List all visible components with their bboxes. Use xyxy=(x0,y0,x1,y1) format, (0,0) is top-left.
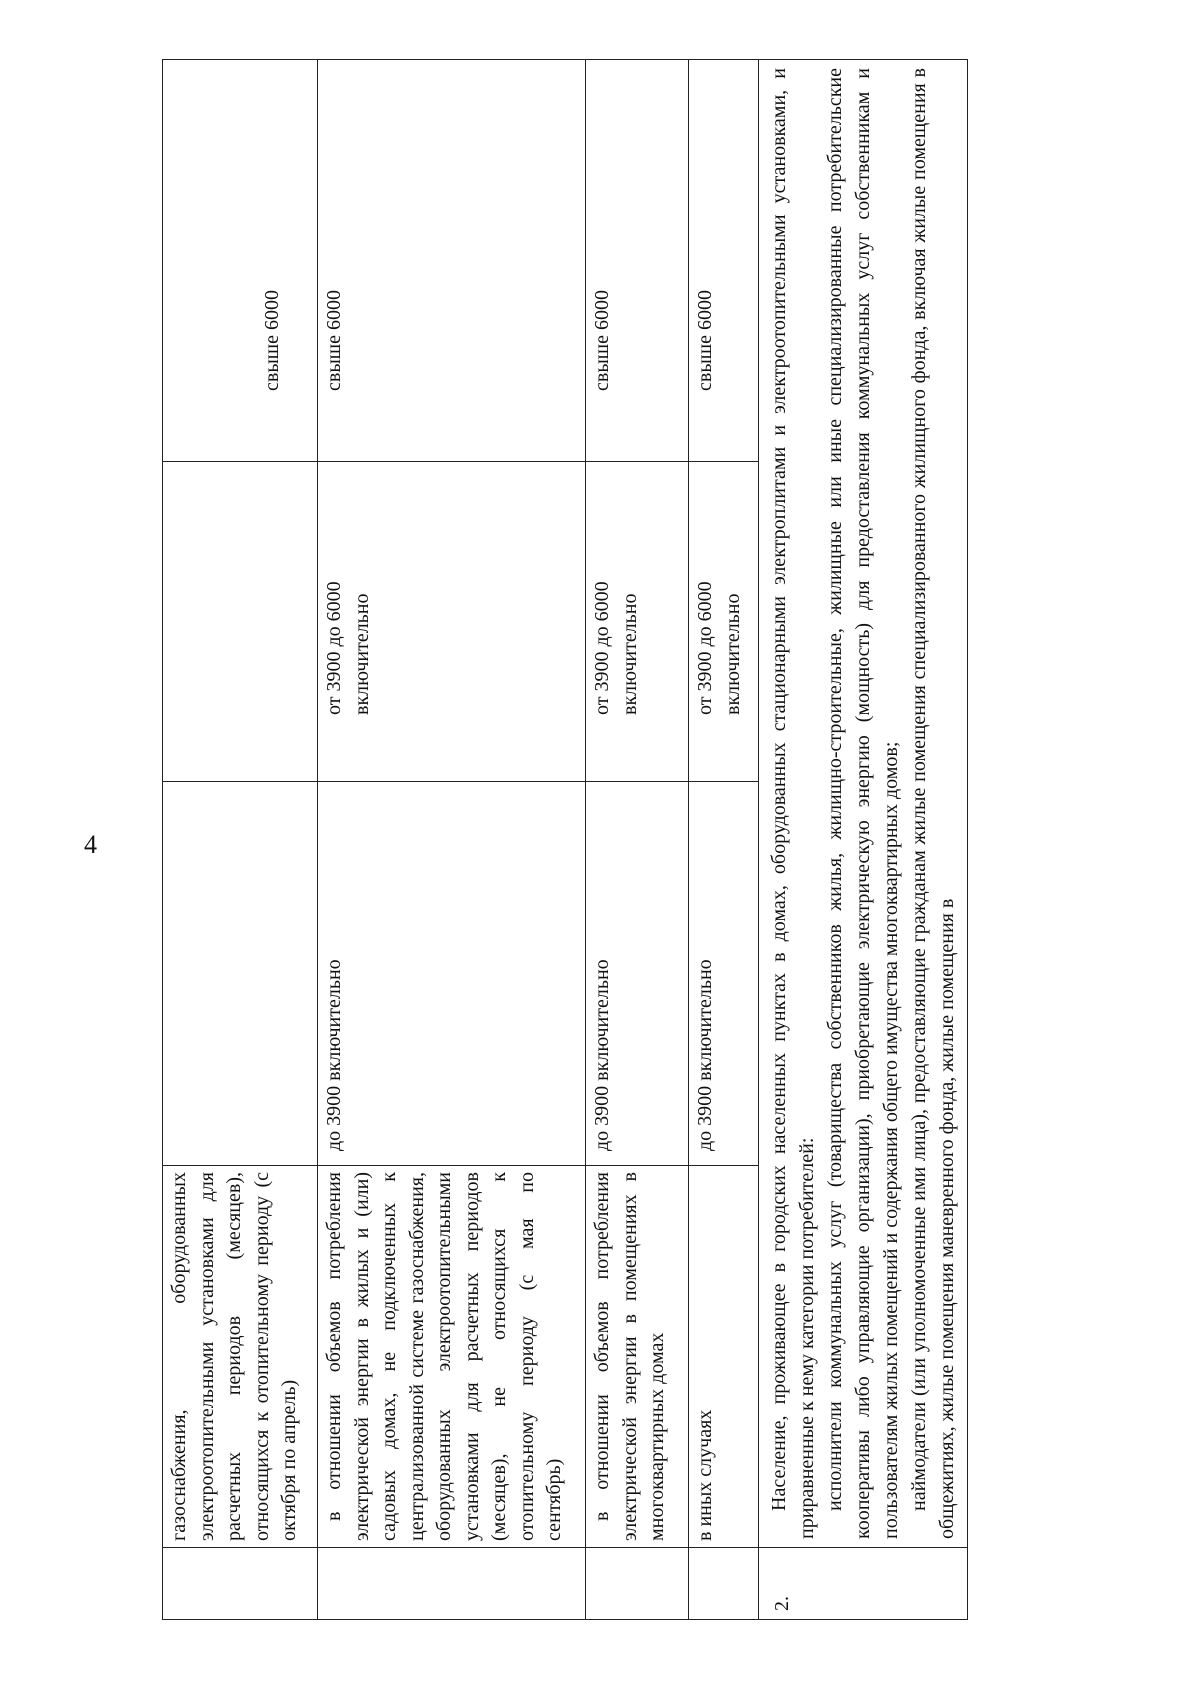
range-cell: свыше 6000 xyxy=(689,60,759,462)
table-row xyxy=(163,60,318,1620)
rotated-page-content xyxy=(162,60,1080,1620)
range-cell: от 3900 до 6000 включительно xyxy=(318,462,586,782)
range-cell: от 3900 до 6000 включительно xyxy=(689,462,759,782)
page-number: 4 xyxy=(84,830,97,859)
table-row xyxy=(586,60,689,1620)
range-cell xyxy=(163,782,318,1166)
range-cell: свыше 6000 xyxy=(318,60,586,462)
paragraph: наймодатели (или уполномоченные ими лица), предоставляющие гражданам жилые помещения специализированного жилищного фонда, включая жилые помещения в общежитиях, жилые помещения маневренного фонда, жилые помещения в xyxy=(908,68,958,1539)
section-number: 2. xyxy=(759,1548,968,1620)
category-cell: в иных случаях xyxy=(689,1166,759,1548)
range-cell: до 3900 включительно xyxy=(586,782,689,1166)
paragraph: Население, проживающее в городских населенных пунктах в домах, оборудованных стационарными электроплитами и электроотопительными установками, и приравненные к нему категории потребителей: xyxy=(768,68,818,1539)
range-cell: свыше 6000 xyxy=(586,60,689,462)
category-cell: в отношении объемов потребления электрической энергии в помещениях в многоквартирных домах xyxy=(586,1166,689,1548)
number-cell xyxy=(318,1548,586,1620)
range-cell: до 3900 включительно xyxy=(318,782,586,1166)
range-cell: до 3900 включительно xyxy=(689,782,759,1166)
number-cell xyxy=(689,1548,759,1620)
paragraph: исполнители коммунальных услуг (товарищества собственников жилья, жилищно-строительные, жилищные или иные специализированные потребительские кооперативы либо управляющие организации), приобретающие электрическую энергию (мощность) для предоставления коммунальных услуг собственникам и пользователям жилых помещений и содержания общего имущества многоквартирных домов; xyxy=(824,68,902,1539)
range-cell xyxy=(163,462,318,782)
range-cell: свыше 6000 xyxy=(163,60,318,462)
number-cell xyxy=(586,1548,689,1620)
table-row xyxy=(689,60,759,1620)
table-row xyxy=(759,60,968,1620)
range-cell: от 3900 до 6000 включительно xyxy=(586,462,689,782)
category-cell: в отношении объемов потребления электрической энергии в жилых и (или) садовых домах, не подключенных к централизованной системе газоснабжения, оборудованных электроотопительными установками для расчетных периодов (месяцев), не относящихся к отопительному периоду (с мая по сентябрь) xyxy=(318,1166,586,1548)
section-text xyxy=(759,60,968,1548)
category-cell: газоснабжения, оборудованных электроотопительными установками для расчетных периодов (месяцев), относящихся к отопительному периоду (с октября по апрель) xyxy=(163,1166,318,1548)
number-cell xyxy=(163,1548,318,1620)
tariff-table xyxy=(162,59,968,1620)
table-row xyxy=(318,60,586,1620)
